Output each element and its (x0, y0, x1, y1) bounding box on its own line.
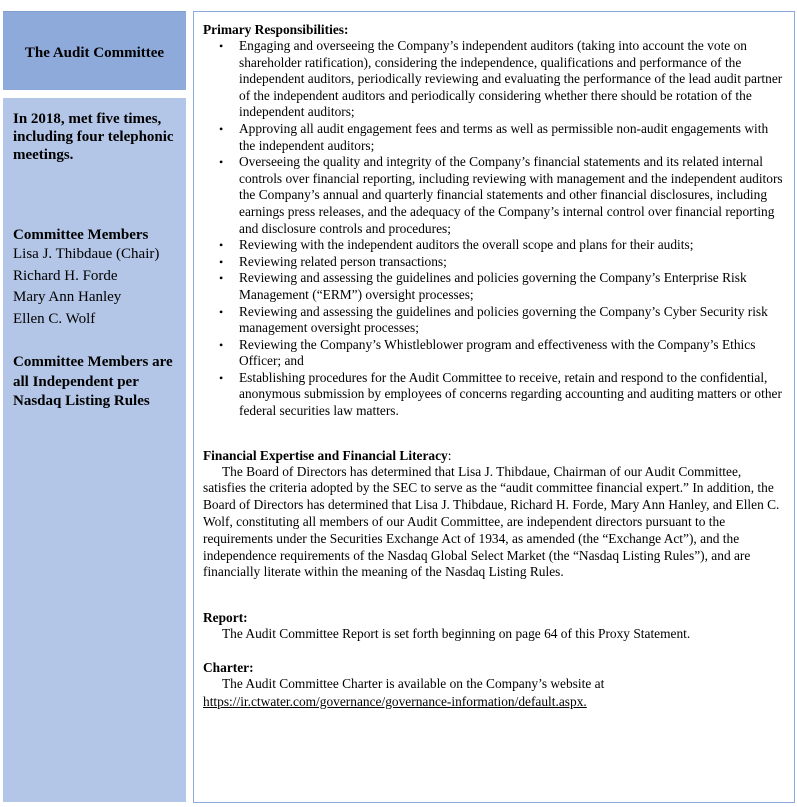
bullet-icon: • (219, 271, 224, 286)
expertise-paragraph: The Board of Directors has determined that Lisa J. Thibdaue, Chairman of our Audit Committee, satisfies the criteria adopted by the SEC to serve as the “audit committee financial expert.” In addition, the Board of Directors has determined that Lisa J. Thibdaue, Richard H. Forde, Mary Ann Hanley, and Ellen C. Wolf, constituting all members of our Audit Committee, are independent directors pursuant to the requirements under the Securities Exchange Act of 1934, as amended (the “Exchange Act”), and the independence requirements of the Nasdaq Global Select Market (the “Nasdaq Listing Rules”), and are financially literate within the meaning of the Nasdaq Listing Rules. (203, 463, 780, 580)
bullet-icon: • (219, 304, 224, 319)
report-paragraph: The Audit Committee Report is set forth beginning on page 64 of this Proxy Statement. (222, 626, 691, 642)
bullet-icon: • (219, 370, 224, 385)
bullet-icon: • (219, 155, 224, 170)
bullet-icon: • (219, 238, 224, 253)
committee-details (193, 11, 795, 803)
members-heading: Committee Members (13, 227, 149, 243)
list-item: • Reviewing the Company’s Whistleblower program and effectiveness with the Company’s Ethics Officer; and (219, 336, 756, 369)
member-name: Mary Ann Hanley (13, 289, 122, 305)
bullet-icon: • (219, 121, 224, 136)
bullet-icon: • (219, 39, 224, 53)
list-item: • Reviewing with the independent auditors the overall scope and plans for their audits; (219, 237, 694, 253)
list-item: • Establishing procedures for the Audit Committee to receive, retain and respond to the confidential, anonymous submission by employees of concerns regarding accounting and auditing matters or other federal securities law matters. (219, 369, 782, 419)
member-name: Richard H. Forde (13, 267, 118, 284)
list-item: • Overseeing the quality and integrity of the Company’s financial statements and its related internal controls over financial reporting, including reviewing with management and the independent auditors the Company’s annual and quarterly financial statements and other financial disclosures, including earnings press releases, and the adequacy of the Company’s internal control over financial reporting and disclosure controls and procedures; (219, 154, 783, 236)
meetings-summary: In 2018, met five times, including four telephonic meetings. (13, 111, 174, 163)
committee-title-box (3, 11, 186, 90)
charter-heading: Charter: (203, 660, 254, 676)
committee-title: The Audit Committee (24, 45, 165, 61)
list-item: • Approving all audit engagement fees and terms as well as permissible non-audit engagements with the independent auditors; (219, 120, 769, 153)
list-item: • Reviewing and assessing the guidelines and policies governing the Company’s Cyber Security risk management oversight processes; (219, 303, 768, 336)
bullet-icon: • (219, 337, 224, 352)
responsibilities-list (203, 38, 784, 420)
member-name: Ellen C. Wolf (13, 310, 96, 327)
list-item: • Reviewing and assessing the guidelines and policies governing the Company’s Enterprise Risk Management (“ERM”) oversight processes; (219, 270, 747, 302)
charter-paragraph: The Audit Committee Charter is available on the Company’s website at (222, 676, 605, 692)
report-heading: Report: (203, 610, 248, 626)
list-item: • Reviewing related person transactions; (219, 253, 447, 269)
member-name: Lisa J. Thibdaue (Chair) (13, 246, 160, 262)
expertise-heading: Financial Expertise and Financial Literacy: (203, 447, 452, 463)
responsibilities-heading: Primary Responsibilities: (203, 22, 349, 37)
charter-link[interactable]: https://ir.ctwater.com/governance/governance-information/default.aspx. (203, 693, 587, 709)
independence-note: Committee Members are all Independent per Nasdaq Listing Rules (13, 354, 173, 409)
list-item: • Engaging and overseeing the Company’s independent auditors (taking into account the vote on shareholder ratification), considering the independence, qualifications and performance of the independent auditors, periodically reviewing and evaluating the performance of the lead audit partner of the independent auditors and periodically considering whether there should be rotation of the independent auditors; (219, 38, 783, 120)
committee-sidebar (3, 98, 186, 802)
bullet-icon: • (219, 254, 224, 269)
